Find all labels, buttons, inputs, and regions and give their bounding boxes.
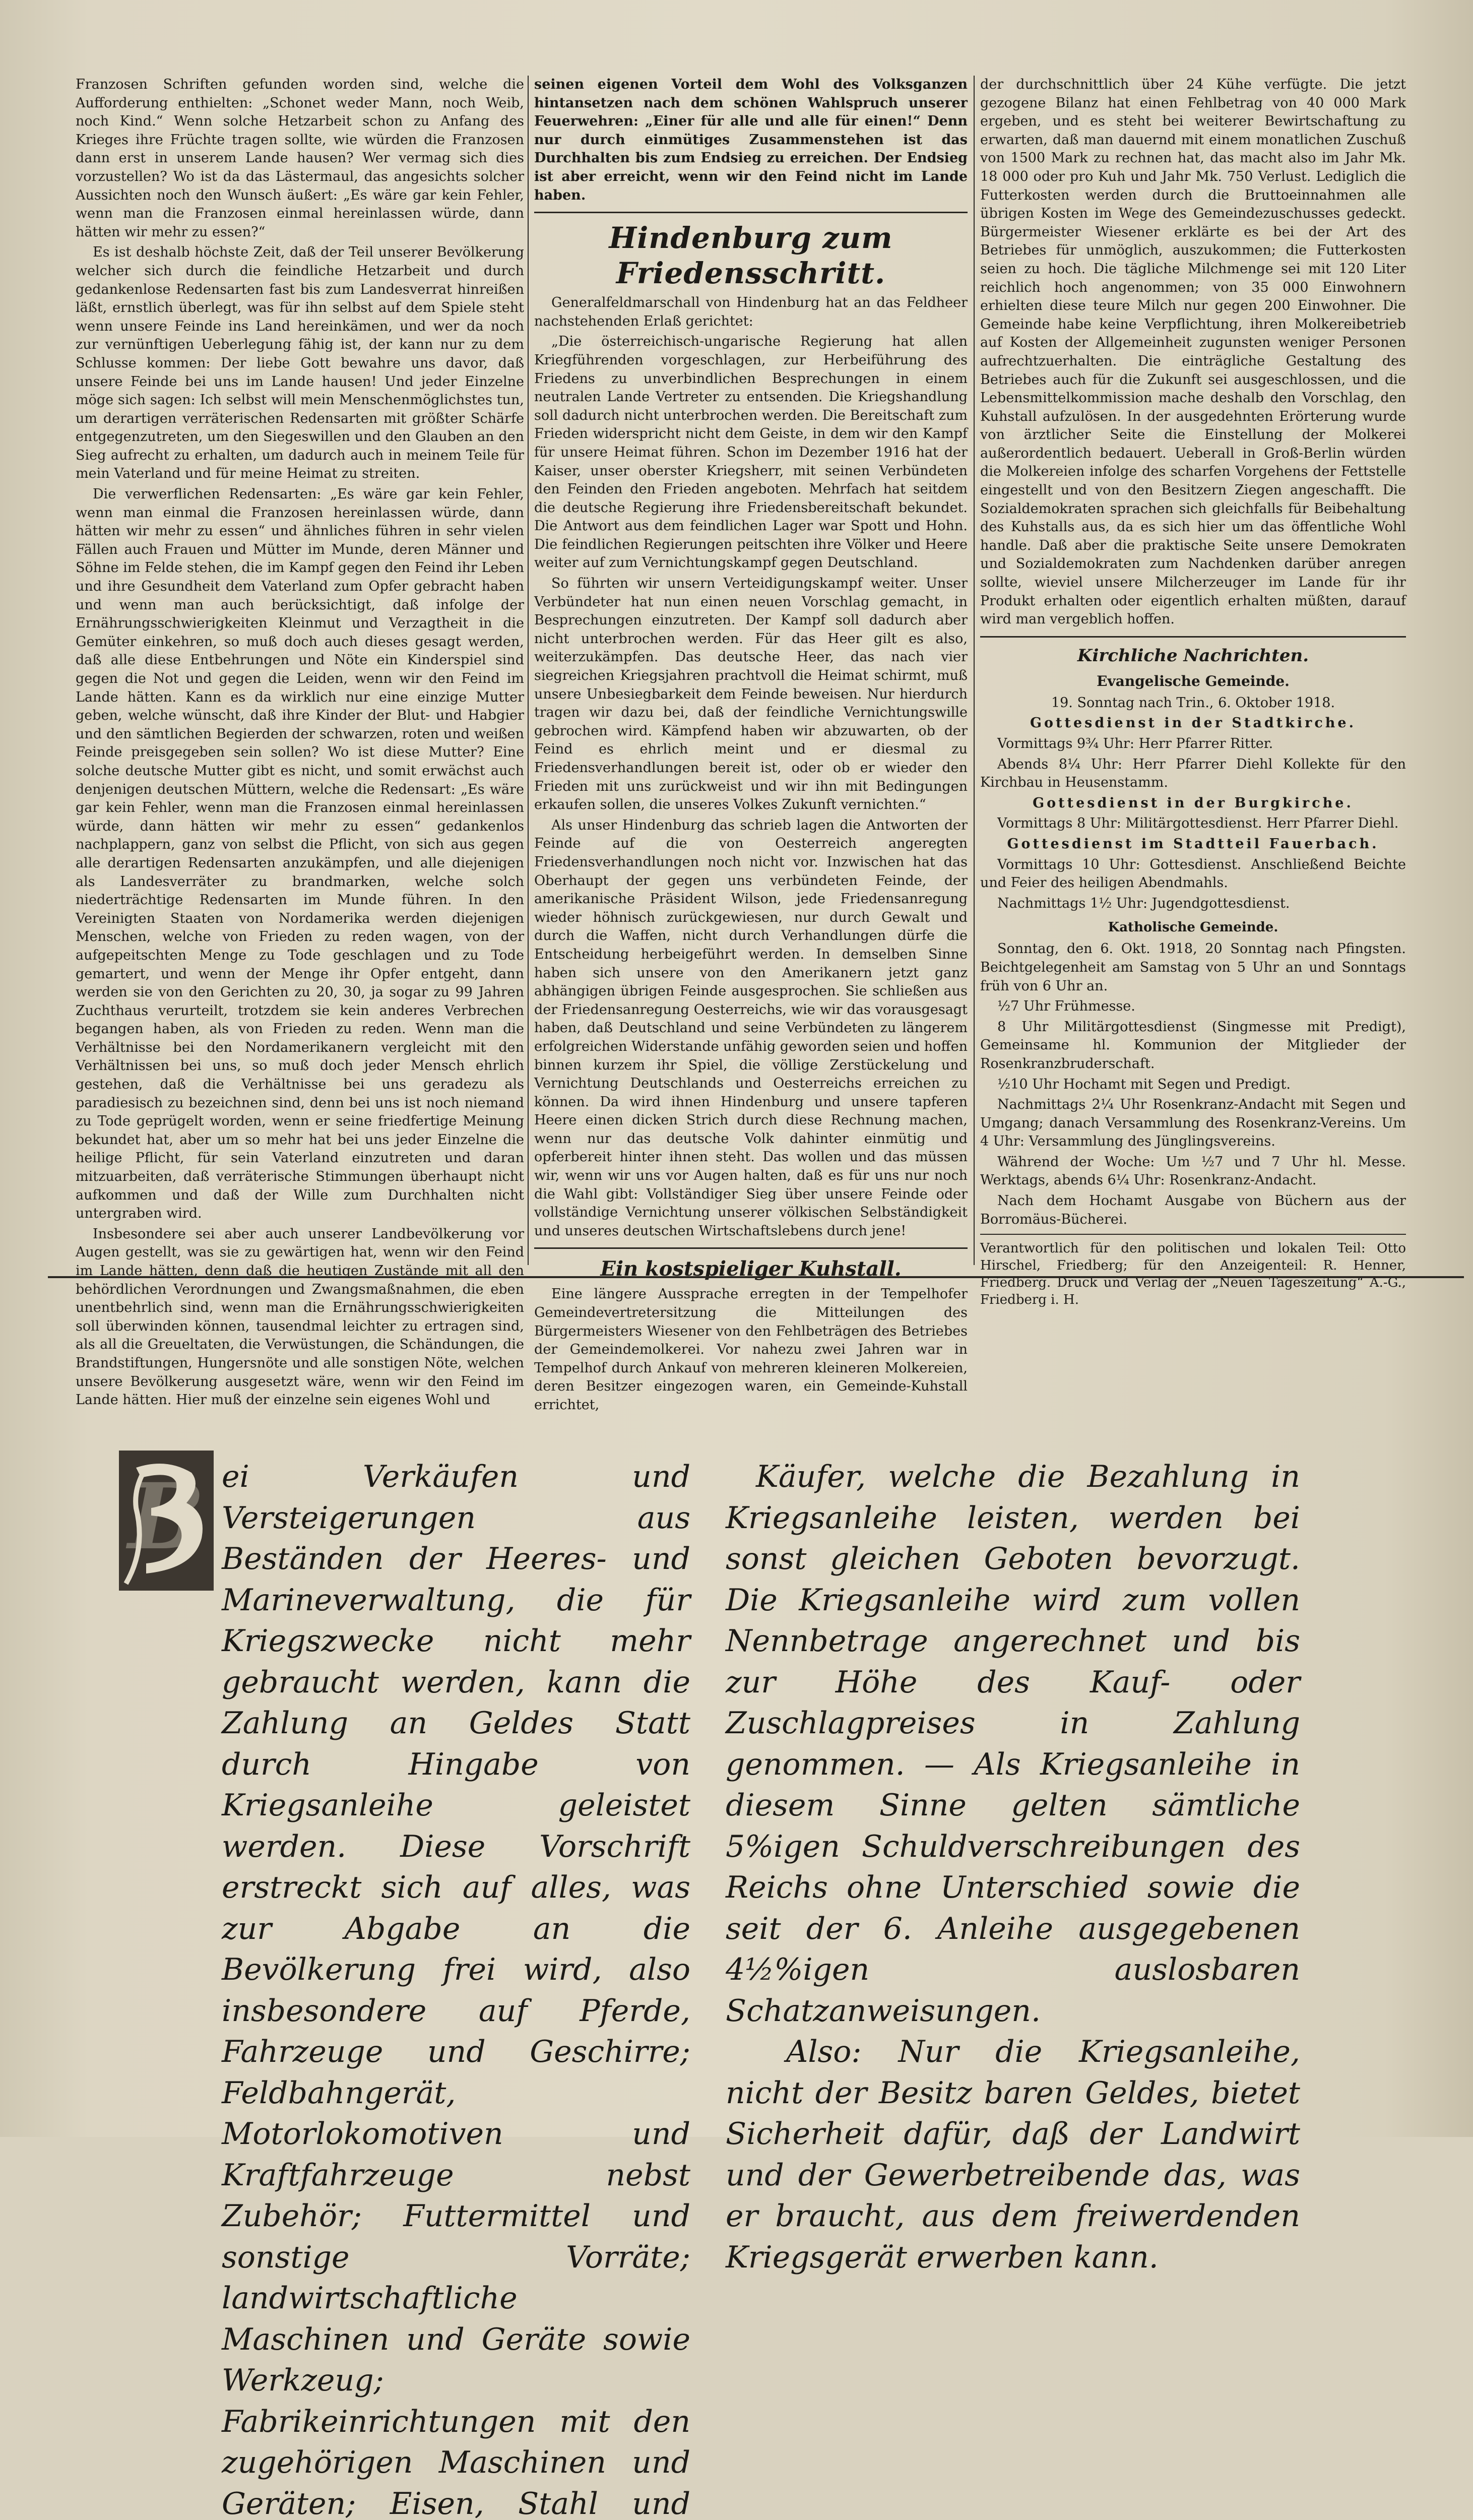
headline-hindenburg: Hindenburg zum Friedensschritt.	[609, 221, 893, 291]
column-divider	[974, 76, 975, 1265]
service-location: Gottesdienst in der Stadtkirche.	[1030, 715, 1357, 731]
ad-right-column	[726, 1457, 1300, 2278]
column-1	[76, 76, 524, 1412]
service-line: Nachmittags 2¼ Uhr Rosenkranz-Andacht mit Segen und Umgang; danach Versammlung des Rosenkranz-Vereins. Um 4 Uhr: Versammlung des Jünglingsvereins.	[980, 1097, 1406, 1150]
service-date: 19. Sonntag nach Trin., 6. Oktober 1918.	[1051, 695, 1335, 711]
headline-kuhstall: Ein kostspieliger Kuhstall.	[600, 1257, 902, 1281]
service-line: 8 Uhr Militärgottesdienst (Singmesse mit Predigt), Gemeinsame hl. Kommunion der Mitglieder der Rosenkranzbruderschaft.	[980, 1019, 1406, 1072]
article-text: Die verwerflichen Redensarten: „Es wäre gar kein Fehler, wenn man einmal die Franzosen hereinlassen würde, dann hätten wir mehr zu essen“ und ähnliches führen in sehr vielen Fällen auch Frauen und Mütter im Munde, deren Männer und Söhne im Felde stehen, die im Kampf gegen den Feind ihr Leben und ihre Gesundheit dem Vaterland zum Opfer gebracht haben und wenn man auch berücksichtigt, daß infolge der Ernährungsschwierigkeiten Kleinmut und Verzagtheit in die Gemüter einkehren, so muß doch auch dieses gesagt werden, daß alle diese Entbehrungen und Nöte ein Kinderspiel sind gegen die Not und gegen die Leiden, wenn wir den Feind im Lande hätten. Kann es da wirklich nur eine einzige Mutter geben, welche wünscht, daß ihre Kinder der Blut- und Habgier und den sämtlichen Begierden der schwarzen, roten und weißen Feinde preisgegeben sein sollen? Wo ist diese Mutter? Eine solche deutsche Mutter gibt es nicht, und somit erwächst auch denjenigen deutschen Müttern, welche die Redensart: „Es wäre gar kein Fehler, wenn man die Franzosen einmal hereinlassen würde, dann hätten wir mehr zu essen“ gedankenlos nachplappern, ganz von selbst die Pflicht, von sich aus gegen alle derartigen Redensarten anzukämpfen, und alle diejenigen als Landesverräter zu brandmarken, welche solch niederträchtige Redensarten im Munde führen. In den Vereinigten Staaten von Nordamerika werden diejenigen Menschen, welche von Frieden zu reden wagen, von der aufgepeitschten Menge zu Tode geschlagen und zu Tode gemartert, und wenn der Menge ihr Opfer entgeht, dann werden sie von den Gerichten zu 20, 30, ja sogar zu 99 Jahren Zuchthaus verurteilt, trotzdem sie kein anderes Verbrechen begangen haben, als von Frieden zu reden. Wenn man die Verhältnisse bei den Nordamerikanern vergleicht mit den Verhältnissen bei uns, so muß doch jeder Mensch ehrlich gestehen, daß die Verhältnisse bei uns geradezu als paradiesisch zu bezeichnen sind, denn bei uns ist noch niemand zu Tode geprügelt worden, wenn er seine friedfertige Meinung bekundet hat, aber um so mehr hat bei uns jeder Einzelne die heilige Pflicht, für sein Vaterland einzutreten und daran mitzuarbeiten, daß verräterische Stimmungen überhaupt nicht aufkommen und daß der Wille zum Durchhalten nicht untergraben wird.	[76, 486, 524, 1222]
service-line: ½7 Uhr Frühmesse.	[997, 998, 1135, 1015]
service-line: Sonntag, den 6. Okt. 1918, 20 Sonntag nach Pfingsten. Beichtgelegenheit am Samstag von 5 Uhr an und Sonntags früh von 6 Uhr an.	[980, 941, 1406, 994]
svg-text:B: B	[127, 1464, 205, 1570]
article-text: Generalfeldmarschall von Hindenburg hat an das Feldheer nachstehenden Erlaß gerichtet:	[534, 295, 968, 329]
service-line: ½10 Uhr Hochamt mit Segen und Predigt.	[997, 1076, 1291, 1092]
section-rule	[534, 1247, 968, 1249]
section-rule	[534, 212, 968, 213]
service-location: Gottesdienst im Stadtteil Fauerbach.	[1007, 836, 1379, 852]
column-2	[534, 76, 968, 1417]
evangelical-heading: Evangelische Gemeinde.	[1097, 672, 1290, 689]
ad-text: Also: Nur die Kriegsanleihe, nicht der Besitz baren Geldes, bietet Sicherheit dafür, daß der Landwirt und der Gewerbetreibende das, was er braucht, aus dem freiwerdenden Kriegsgerät erwerben kann.	[726, 2034, 1300, 2275]
service-line: Nach dem Hochamt Ausgabe von Büchern aus der Borromäus-Bücherei.	[980, 1193, 1406, 1227]
column-3	[980, 76, 1406, 1310]
article-text: „Die österreichisch-ungarische Regierung hat allen Kriegführenden vorgeschlagen, zur Herbeiführung des Friedens zu unverbindlichen Besprechungen in einem neutralen Lande Vertreter zu entsenden. Die Kriegshandlung soll dadurch nicht unterbrochen werden. Die Bereitschaft zum Frieden widerspricht nicht dem Geiste, in dem wir den Kampf für unsere Heimat führen. Schon im Dezember 1916 hat der Kaiser, unser oberster Kriegsherr, mit seinen Verbündeten den Feinden den Frieden angeboten. Mehrfach hat seitdem die deutsche Regierung ihre Friedensbereitschaft bekundet. Die Antwort aus dem feindlichen Lager war Spott und Hohn. Die feindlichen Regierungen peitschten ihre Völker und Heere weiter auf zum Vernichtungskampf gegen Deutschland.	[534, 334, 968, 571]
article-text: Insbesondere sei aber auch unserer Landbevölkerung vor Augen gestellt, was sie zu gewärtigen hat, wenn wir den Feind im Lande hätten, denn daß die heutigen Zustände mit all den behördlichen Verordnungen und Zwangsmaßnahmen, die eben unentbehrlich sind, wenn man die Ernährungsschwierigkeiten soll überwinden können, tausendmal leichter zu ertragen sind, als all die Greueltaten, die Verwüstungen, die Schändungen, die Brandstiftungen, Hungersnöte und alle sonstigen Nöte, welchen unsere Bevölkerung ausgesetzt wäre, wenn wir den Feind im Lande hätten. Hier muß der einzelne sein eigenes Wohl und	[76, 1226, 524, 1408]
service-line: Vormittags 10 Uhr: Gottesdienst. Anschließend Beichte und Feier des heiligen Abendmahls.	[980, 856, 1406, 891]
article-text: Eine längere Aussprache erregten in der Tempelhofer Gemeindevertretersitzung die Mitteilungen des Bürgermeisters Wiesener von den Fehlbeträgen des Betriebes der Gemeindemolkerei. Vor nahezu zwei Jahren war in Tempelhof durch Ankauf von mehreren kleineren Molkereien, deren Besitzer eingezogen waren, ein Gemeinde-Kuhstall errichtet,	[534, 1286, 968, 1413]
article-text: seinen eigenen Vorteil dem Wohl des Volksganzen hintansetzen nach dem schönen Wahlspruch unserer Feuerwehren: „Einer für alle und alle für einen!“ Denn nur durch einmütiges Zusammenstehen ist das Durchhalten bis zum Endsieg zu erreichen. Der Endsieg ist aber erreicht, wenn wir den Feind nicht im Lande haben.	[534, 77, 968, 203]
catholic-heading: Katholische Gemeinde.	[1108, 920, 1278, 935]
service-line: Vormittags 9¾ Uhr: Herr Pfarrer Ritter.	[997, 736, 1273, 751]
ad-left-column	[116, 1457, 690, 2520]
service-line: Nachmittags 1½ Uhr: Jugendgottesdienst.	[997, 895, 1290, 911]
section-rule	[980, 1234, 1406, 1235]
article-text: Es ist deshalb höchste Zeit, daß der Teil unserer Bevölkerung welcher sich durch die feindliche Hetzarbeit und durch gedankenlose Redensarten fast bis zum Landesverrat hinreißen läßt, ernstlich überlegt, was für ihn selbst auf dem Spiele steht wenn unsere Feinde ins Land hereinkämen, und wer da noch zur vernünftigen Ueberlegung fähig ist, der kann nur zu dem Schlusse kommen: Der liebe Gott bewahre uns davor, daß unsere Feinde bei uns im Lande hausen! Und jeder Einzelne möge sich sagen: Ich selbst will mein Menschenmöglichstes tun, um derartigen verräterischen Redensarten mit größter Schärfe entgegenzutreten, um den Siegeswillen und den Glauben an den Sieg aufrecht zu erhalten, um dadurch auch in meinem Teile für mein Vaterland und für meine Heimat zu streiten.	[76, 244, 524, 482]
column-divider	[528, 76, 529, 1265]
service-line: Abends 8¼ Uhr: Herr Pfarrer Diehl Kollekte für den Kirchbau in Heusenstamm.	[980, 756, 1406, 791]
article-text: So führten wir unsern Verteidigungskampf weiter. Unser Verbündeter hat nun einen neuen Vorschlag gemacht, in Besprechungen einzutreten. Der Kampf soll dadurch aber nicht unterbrochen werden. Für das Heer gilt es also, weiterzukämpfen. Das deutsche Heer, das nach vier siegreichen Kriegsjahren prachtvoll die Heimat schirmt, muß unsere Unbesiegbarkeit dem Feinde beweisen. Nur hierdurch tragen wir dazu bei, daß der feindliche Vernichtungswille gebrochen wird. Kämpfend haben wir abzuwarten, ob der Feind es ehrlich meint und er diesmal zu Friedensverhandlungen bereit ist, oder ob er wieder den Frieden mit uns zurückweist und wir ihn mit Bedingungen erkaufen sollen, die unseres Volkes Zukunft vernichten.“	[534, 576, 968, 813]
service-line: Vormittags 8 Uhr: Militärgottesdienst. Herr Pfarrer Diehl.	[997, 815, 1399, 832]
article-text: Als unser Hindenburg das schrieb lagen die Antworten der Feinde auf die von Oesterreich angeregten Friedensverhandlungen noch nicht vor. Inzwischen hat das Oberhaupt der gegen uns verbündeten Feinde, der amerikanische Präsident Wilson, jede Friedensanregung wieder höhnisch zurückgewiesen, nur durch Gewalt und durch die Waffen, nicht durch Verhandlungen dürfe die Entscheidung herbeigeführt werden. In demselben Sinne haben sich unsere von den Amerikanern jetzt ganz abhängigen übrigen Feinde ausgesprochen. Sie schließen aus der Friedensanregung Oesterreichs, wie wir das vorausgesagt haben, daß Deutschland und seine Verbündeten zu längerem erfolgreichen Widerstande unfähig geworden seien und hoffen binnen kurzem ihr Spiel, die völlige Zerstückelung und Vernichtung Deutschlands und Oesterreichs erreichen zu können. Da wird ihnen Hindenburg und unsere tapferen Heere einen dicken Strich durch diese Rechnung machen, wenn nur das deutsche Volk dahinter einmütig und opferbereit hinter ihnen steht. Das wollen und das müssen wir, wenn wir uns vor Augen halten, daß es für uns nur noch die Wahl gibt: Vollständiger Sieg über unsere Feinde oder vollständige Vernichtung unserer völkischen Selbständigkeit und unseres deutschen Wirtschaftslebens durch jene!	[534, 817, 968, 1239]
church-news-heading: Kirchliche Nachrichten.	[1077, 645, 1309, 666]
imprint: Verantwortlich für den politischen und lokalen Teil: Otto Hirschel, Friedberg; für den Anzeigenteil: R. Henner, Friedberg. Druck und Verlag der „Neuen Tageszeitung“ A.-G., Friedberg i. H.	[980, 1241, 1406, 1308]
article-text: der durchschnittlich über 24 Kühe verfügte. Die jetzt gezogene Bilanz hat einen Fehlbetrag von 40 000 Mark ergeben, und es steht bei weiterer Bewirtschaftung zu erwarten, daß man dauernd mit einem monatlichen Zuschuß von 1500 Mark zu rechnen hat, das macht also im Jahr Mk. 18 000 oder pro Kuh und Jahr Mk. 750 Verlust. Lediglich die Futterkosten werden durch die Bruttoeinnahmen alle übrigen Kosten im Wege des Gemeindezuschusses gedeckt. Bürgermeister Wiesener erklärte es bei der Art des Betriebes für unmöglich, auszukommen; die Futterkosten seien zu hoch. Die tägliche Milchmenge sei mit 120 Liter reichlich hoch angenommen; von 35 000 Einwohnern erhielten diese teure Milch nur gegen 200 Einwohner. Die Gemeinde habe keine Verpflichtung, ihren Molkereibetrieb auf Kosten der Allgemeinheit zugunsten weniger Personen aufrechtzuerhalten. Die einträgliche Gestaltung des Betriebes auch für die Zukunft sei ausgeschlossen, und die Lebensmittelkommission mache deshalb den Vorschlag, den Kuhstall aufzulösen. In der ausgedehnten Erörterung wurde von ärztlicher Seite die Einstellung der Molkerei außerordentlich bedauert. Ueberall in Groß-Berlin würden die Molkereien infolge des scharfen Vorgehens der Fettstelle eingestellt und von den Besitzern Ziegen angeschafft. Die Sozialdemokraten sprachen sich gleichfalls für Beibehaltung des Kuhstalls aus, da es sich hier um das öffentliche Wohl handle. Daß aber die praktische Seite unsere Demokraten und Sozialdemokraten zum Nachdenken darüber anregen sollte, wieviel unsere Milcherzeuger im Lande für ihr Produkt erhalten oder eigentlich erhalten müßten, darauf wird man vergeblich hoffen.	[980, 77, 1406, 627]
service-location: Gottesdienst in der Burgkirche.	[1033, 795, 1354, 811]
ad-text: Käufer, welche die Bezahlung in Kriegsanleihe leisten, werden bei sonst gleichen Geboten bevorzugt. Die Kriegsanleihe wird zum vollen Nennbetrage angerechnet und bis zur Höhe des Kauf- oder Zuschlagpreises in Zahlung genommen. — Als Kriegsanleihe in diesem Sinne gelten sämtliche 5%igen Schuldverschreibungen des Reichs ohne Unterschied sowie die seit der 6. Anleihe ausgegebenen 4½%igen auslosbaren Schatzanweisungen.	[726, 1459, 1300, 2029]
ad-separator-rule	[48, 1276, 1464, 1278]
article-text: Franzosen Schriften gefunden worden sind, welche die Aufforderung enthielten: „Schonet weder Mann, noch Weib, noch Kind.“ Wenn solche Hetzarbeit schon zu Anfang des Krieges ihre Früchte tragen sollte, wie würden die Franzosen dann erst in unserem Lande hausen? Wer vermag sich dies vorzustellen? Wo ist da das Lästermaul, das angesichts solcher Aussichten noch den Wunsch äußert: „Es wäre gar kein Fehler, wenn man die Franzosen einmal hereinlassen würde, dann hätten wir mehr zu essen?“	[76, 77, 524, 240]
section-rule	[980, 636, 1406, 638]
ad-text: ei Verkäufen und Versteigerungen aus Beständen der Heeres- und Marineverwaltung, die für Kriegszwecke nicht mehr gebraucht werden, kann die Zahlung an Geldes Statt durch Hingabe von Kriegsanleihe geleistet werden. Diese Vorschrift erstreckt sich auf alles, was zur Abgabe an die Bevölkerung frei wird, also insbesondere auf Pferde, Fahrzeuge und Geschirre; Feldbahngerät, Motorlokomotiven und Kraftfahrzeuge nebst Zubehör; Futtermittel und sonstige Vorräte; landwirtschaftliche Maschinen und Geräte sowie Werkzeug; Fabrikeinrichtungen mit den zugehörigen Maschinen und Geräten; Eisen, Stahl und	[222, 1459, 690, 2520]
service-line: Während der Woche: Um ½7 und 7 Uhr hl. Messe. Werktags, abends 6¼ Uhr: Rosenkranz-Andacht.	[980, 1154, 1406, 1188]
